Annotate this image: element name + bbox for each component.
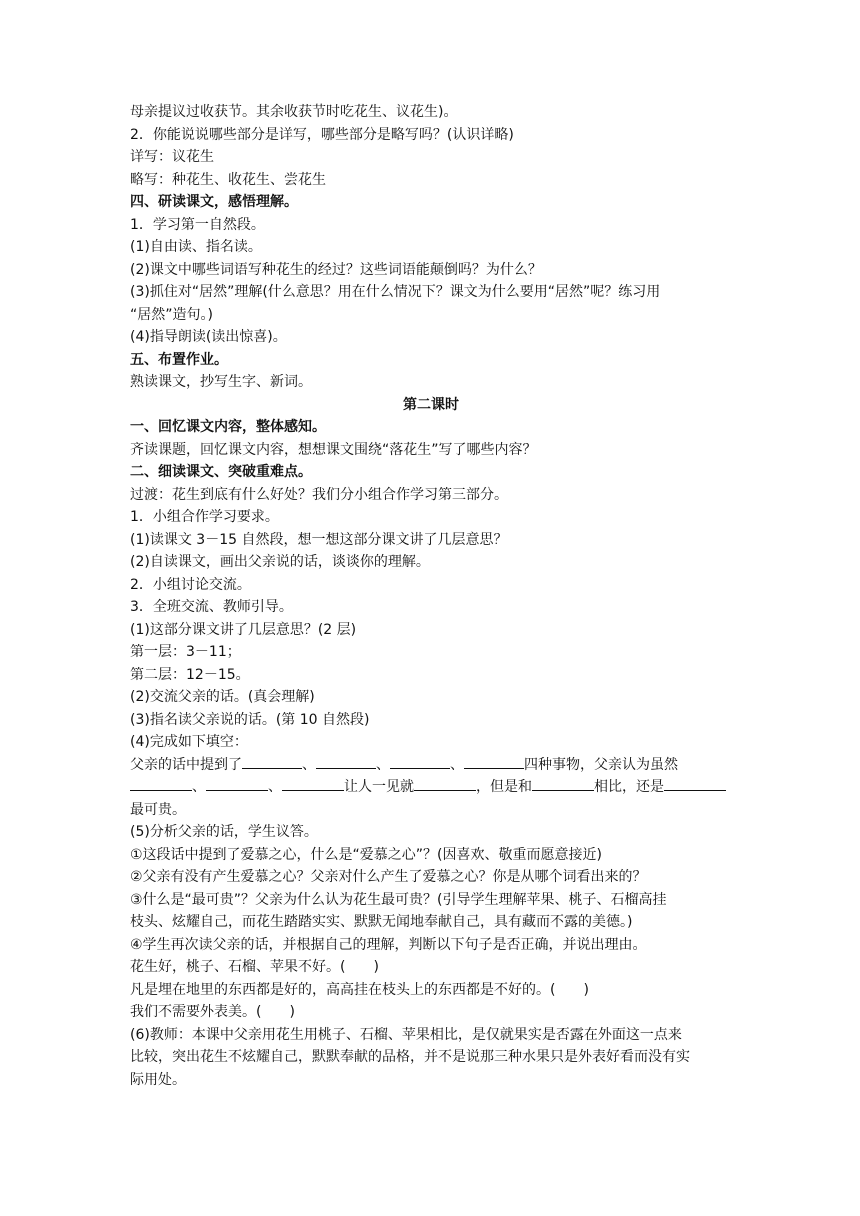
text-line: 1．小组合作学习要求。 — [130, 509, 279, 525]
fill-blank-line — [130, 776, 732, 799]
document-body — [130, 101, 732, 1091]
text-line: 枝头、炫耀自己，而花生踏踏实实、默默无闻地奉献自己，具有藏而不露的美德。) — [130, 914, 633, 930]
text-line: 比较，突出花生不炫耀自己，默默奉献的品格，并不是说那三种水果只是外表好看而没有实 — [130, 1049, 690, 1065]
text-line: 3．全班交流、教师引导。 — [130, 599, 293, 615]
text-line: 母亲提议过收获节。其余收获节时吃花生、议花生)。 — [130, 104, 458, 120]
text-line: ②父亲有没有产生爱慕之心？父亲对什么产生了爱慕之心？你是从哪个词看出来的？ — [130, 869, 647, 885]
text-line: 2．你能说说哪些部分是详写，哪些部分是略写吗？(认识详略) — [130, 126, 514, 143]
blank-line — [282, 776, 344, 791]
text-line: 凡是埋在地里的东西都是好的，高高挂在枝头上的东西都是不好的。( ) — [130, 981, 589, 998]
blank-line — [664, 776, 726, 791]
section-heading: 一、回忆课文内容，整体感知。 — [130, 419, 326, 435]
text-line: (4)完成如下填空： — [130, 734, 248, 750]
fill-text: 让人一见就 — [344, 779, 414, 795]
blank-line — [130, 776, 192, 791]
text-line: 略写：种花生、收花生、尝花生 — [130, 171, 326, 188]
text-line: 详写：议花生 — [130, 149, 214, 165]
text-line: 1．学习第一自然段。 — [130, 216, 265, 233]
text-line: (6)教师：本课中父亲用花生用桃子、石榴、苹果相比，是仅就果实是否露在外面这一点来 — [130, 1026, 682, 1043]
text-line: (1)读课文 3－15 自然段，想一想这部分课文讲了几层意思？ — [130, 531, 508, 548]
blank-line — [390, 754, 450, 769]
fill-text: 、 — [192, 779, 206, 795]
fill-text: ，但是和 — [476, 779, 532, 795]
section-heading: 四、研读课文，感悟理解。 — [130, 194, 298, 210]
text-line: (2)课文中哪些词语写种花生的经过？这些词语能颠倒吗？为什么？ — [130, 261, 542, 278]
text-line: (2)自读课文，画出父亲说的话，谈谈你的理解。 — [130, 554, 430, 570]
section-heading: 二、细读课文、突破重难点。 — [130, 464, 312, 480]
text-line: 最可贵。 — [130, 801, 186, 818]
fill-text: 、 — [268, 779, 282, 795]
lesson-title: 第二课时 — [403, 396, 459, 413]
text-line: ③什么是“最可贵”？父亲为什么认为花生最可贵？(引导学生理解苹果、桃子、石榴高挂 — [130, 891, 667, 908]
text-line: (1)这部分课文讲了几层意思？(2 层) — [130, 621, 357, 638]
text-line: 第二层：12－15。 — [130, 666, 250, 683]
blank-line — [242, 754, 302, 769]
text-line: ①这段话中提到了爱慕之心，什么是“爱慕之心”？(因喜欢、敬重而愿意接近) — [130, 846, 602, 863]
section-heading: 五、布置作业。 — [130, 351, 228, 368]
text-line: 我们不需要外表美。( ) — [130, 1004, 295, 1020]
text-line: 过渡：花生到底有什么好处？我们分小组合作学习第三部分。 — [130, 486, 508, 503]
text-line: 熟读课文，抄写生字、新词。 — [130, 374, 312, 390]
text-line: (5)分析父亲的话，学生议答。 — [130, 824, 318, 840]
fill-blank-line — [130, 754, 732, 777]
fill-text: 相比，还是 — [594, 779, 664, 795]
blank-line — [532, 776, 594, 791]
fill-text: 、 — [450, 756, 464, 773]
blank-line — [414, 776, 476, 791]
text-line: 2．小组讨论交流。 — [130, 576, 251, 593]
text-line: ④学生再次读父亲的话，并根据自己的理解，判断以下句子是否正确，并说出理由。 — [130, 936, 647, 953]
text-line: (3)抓住对“居然”理解(什么意思？用在什么情况下？课文为什么要用“居然”呢？练习用 — [130, 284, 661, 300]
blank-line — [206, 776, 268, 791]
blank-line — [464, 754, 524, 769]
fill-text: 四种事物，父亲认为虽然 — [524, 756, 678, 773]
fill-text: 父亲的话中提到了 — [130, 756, 242, 773]
text-line: (3)指名读父亲说的话。(第 10 自然段) — [130, 711, 370, 728]
blank-line — [316, 754, 376, 769]
text-line: (4)指导朗读(读出惊喜)。 — [130, 329, 287, 345]
text-line: (1)自由读、指名读。 — [130, 239, 262, 255]
text-line: 际用处。 — [130, 1071, 186, 1088]
text-line: 第一层：3－11； — [130, 644, 241, 660]
text-line: 花生好，桃子、石榴、苹果不好。( ) — [130, 959, 379, 975]
fill-text: 、 — [376, 756, 390, 773]
text-line: “居然”造句。) — [130, 306, 213, 323]
text-line: (2)交流父亲的话。(真会理解) — [130, 689, 315, 705]
text-line: 齐读课题，回忆课文内容，想想课文围绕“落花生”写了哪些内容？ — [130, 441, 537, 458]
fill-text: 、 — [302, 756, 316, 773]
